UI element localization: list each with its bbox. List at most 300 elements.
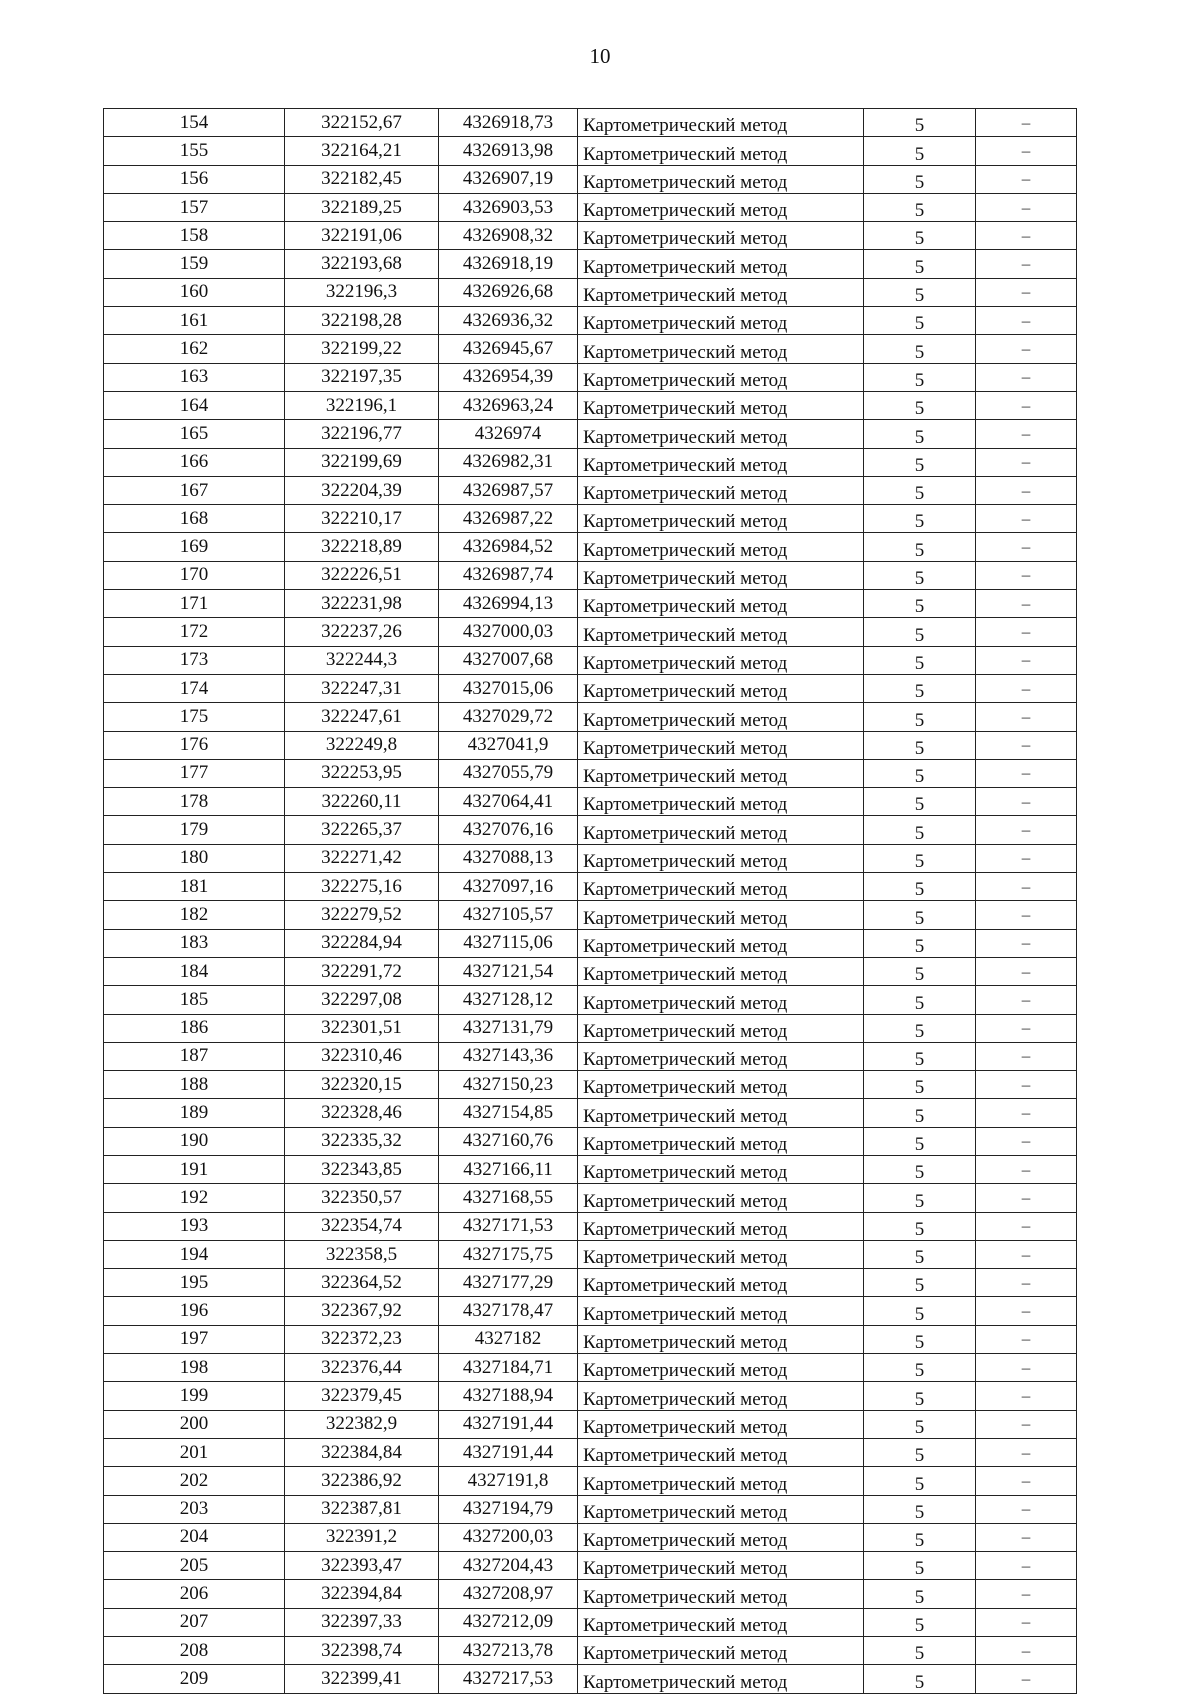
- note-cell: –: [976, 1552, 1077, 1580]
- point-number-cell: 187: [104, 1042, 285, 1070]
- y-coordinate-cell: 4326987,57: [439, 476, 578, 504]
- x-coordinate-cell: 322343,85: [285, 1155, 439, 1183]
- point-number-cell: 154: [104, 109, 285, 137]
- x-coordinate-cell: 322199,22: [285, 335, 439, 363]
- y-coordinate-cell: 4327166,11: [439, 1155, 578, 1183]
- x-coordinate-cell: 322398,74: [285, 1637, 439, 1665]
- x-coordinate-cell: 322279,52: [285, 901, 439, 929]
- point-number-cell: 183: [104, 929, 285, 957]
- table-row: [104, 1127, 1077, 1155]
- accuracy-cell: 5: [864, 816, 976, 844]
- table-body: [104, 109, 1077, 1694]
- table-row: [104, 1354, 1077, 1382]
- accuracy-cell: 5: [864, 1099, 976, 1127]
- accuracy-cell: 5: [864, 901, 976, 929]
- y-coordinate-cell: 4326907,19: [439, 165, 578, 193]
- x-coordinate-cell: 322247,61: [285, 703, 439, 731]
- note-cell: –: [976, 1467, 1077, 1495]
- note-cell: –: [976, 929, 1077, 957]
- point-number-cell: 173: [104, 646, 285, 674]
- accuracy-cell: 5: [864, 222, 976, 250]
- table-row: [104, 901, 1077, 929]
- table-row: [104, 1382, 1077, 1410]
- method-cell: Картометрический метод: [578, 391, 864, 419]
- x-coordinate-cell: 322358,5: [285, 1240, 439, 1268]
- y-coordinate-cell: 4327200,03: [439, 1523, 578, 1551]
- y-coordinate-cell: 4327115,06: [439, 929, 578, 957]
- table-row: [104, 420, 1077, 448]
- table-row: [104, 278, 1077, 306]
- point-number-cell: 182: [104, 901, 285, 929]
- point-number-cell: 185: [104, 986, 285, 1014]
- table-row: [104, 1212, 1077, 1240]
- method-cell: Картометрический метод: [578, 165, 864, 193]
- method-cell: Картометрический метод: [578, 1637, 864, 1665]
- note-cell: –: [976, 646, 1077, 674]
- table-row: [104, 1665, 1077, 1693]
- point-number-cell: 163: [104, 363, 285, 391]
- method-cell: Картометрический метод: [578, 1155, 864, 1183]
- method-cell: Картометрический метод: [578, 1438, 864, 1466]
- x-coordinate-cell: 322244,3: [285, 646, 439, 674]
- y-coordinate-cell: 4326954,39: [439, 363, 578, 391]
- point-number-cell: 166: [104, 448, 285, 476]
- point-number-cell: 176: [104, 731, 285, 759]
- note-cell: –: [976, 957, 1077, 985]
- note-cell: –: [976, 335, 1077, 363]
- point-number-cell: 201: [104, 1438, 285, 1466]
- note-cell: –: [976, 561, 1077, 589]
- y-coordinate-cell: 4326984,52: [439, 533, 578, 561]
- table-row: [104, 1042, 1077, 1070]
- method-cell: Картометрический метод: [578, 1240, 864, 1268]
- accuracy-cell: 5: [864, 1495, 976, 1523]
- note-cell: –: [976, 1099, 1077, 1127]
- y-coordinate-cell: 4327143,36: [439, 1042, 578, 1070]
- accuracy-cell: 5: [864, 646, 976, 674]
- accuracy-cell: 5: [864, 1269, 976, 1297]
- x-coordinate-cell: 322367,92: [285, 1297, 439, 1325]
- x-coordinate-cell: 322350,57: [285, 1184, 439, 1212]
- note-cell: –: [976, 1184, 1077, 1212]
- y-coordinate-cell: 4326913,98: [439, 137, 578, 165]
- x-coordinate-cell: 322354,74: [285, 1212, 439, 1240]
- table-row: [104, 1467, 1077, 1495]
- y-coordinate-cell: 4327041,9: [439, 731, 578, 759]
- accuracy-cell: 5: [864, 250, 976, 278]
- table-row: [104, 222, 1077, 250]
- y-coordinate-cell: 4326908,32: [439, 222, 578, 250]
- x-coordinate-cell: 322310,46: [285, 1042, 439, 1070]
- accuracy-cell: 5: [864, 1552, 976, 1580]
- point-number-cell: 206: [104, 1580, 285, 1608]
- x-coordinate-cell: 322189,25: [285, 193, 439, 221]
- note-cell: –: [976, 1354, 1077, 1382]
- x-coordinate-cell: 322393,47: [285, 1552, 439, 1580]
- y-coordinate-cell: 4327007,68: [439, 646, 578, 674]
- table-row: [104, 986, 1077, 1014]
- y-coordinate-cell: 4327191,44: [439, 1438, 578, 1466]
- table-row: [104, 1269, 1077, 1297]
- x-coordinate-cell: 322376,44: [285, 1354, 439, 1382]
- note-cell: –: [976, 590, 1077, 618]
- table-row: [104, 335, 1077, 363]
- y-coordinate-cell: 4326974: [439, 420, 578, 448]
- x-coordinate-cell: 322196,3: [285, 278, 439, 306]
- y-coordinate-cell: 4327194,79: [439, 1495, 578, 1523]
- x-coordinate-cell: 322399,41: [285, 1665, 439, 1693]
- note-cell: –: [976, 1637, 1077, 1665]
- note-cell: –: [976, 1269, 1077, 1297]
- y-coordinate-cell: 4327178,47: [439, 1297, 578, 1325]
- method-cell: Картометрический метод: [578, 278, 864, 306]
- method-cell: Картометрический метод: [578, 193, 864, 221]
- method-cell: Картометрический метод: [578, 844, 864, 872]
- point-number-cell: 159: [104, 250, 285, 278]
- accuracy-cell: 5: [864, 618, 976, 646]
- point-number-cell: 198: [104, 1354, 285, 1382]
- table-row: [104, 646, 1077, 674]
- note-cell: –: [976, 307, 1077, 335]
- note-cell: –: [976, 250, 1077, 278]
- y-coordinate-cell: 4327128,12: [439, 986, 578, 1014]
- point-number-cell: 192: [104, 1184, 285, 1212]
- note-cell: –: [976, 703, 1077, 731]
- x-coordinate-cell: 322265,37: [285, 816, 439, 844]
- table-row: [104, 1637, 1077, 1665]
- note-cell: –: [976, 476, 1077, 504]
- note-cell: –: [976, 1665, 1077, 1693]
- accuracy-cell: 5: [864, 1637, 976, 1665]
- table-row: [104, 929, 1077, 957]
- method-cell: Картометрический метод: [578, 1212, 864, 1240]
- accuracy-cell: 5: [864, 1212, 976, 1240]
- method-cell: Картометрический метод: [578, 109, 864, 137]
- y-coordinate-cell: 4327105,57: [439, 901, 578, 929]
- table-row: [104, 788, 1077, 816]
- method-cell: Картометрический метод: [578, 307, 864, 335]
- accuracy-cell: 5: [864, 193, 976, 221]
- x-coordinate-cell: 322231,98: [285, 590, 439, 618]
- y-coordinate-cell: 4327000,03: [439, 618, 578, 646]
- table-row: [104, 193, 1077, 221]
- point-number-cell: 208: [104, 1637, 285, 1665]
- method-cell: Картометрический метод: [578, 1580, 864, 1608]
- note-cell: –: [976, 731, 1077, 759]
- accuracy-cell: 5: [864, 1297, 976, 1325]
- y-coordinate-cell: 4327131,79: [439, 1014, 578, 1042]
- x-coordinate-cell: 322249,8: [285, 731, 439, 759]
- accuracy-cell: 5: [864, 137, 976, 165]
- y-coordinate-cell: 4327177,29: [439, 1269, 578, 1297]
- method-cell: Картометрический метод: [578, 816, 864, 844]
- method-cell: Картометрический метод: [578, 533, 864, 561]
- x-coordinate-cell: 322191,06: [285, 222, 439, 250]
- y-coordinate-cell: 4326945,67: [439, 335, 578, 363]
- x-coordinate-cell: 322196,1: [285, 391, 439, 419]
- table-row: [104, 137, 1077, 165]
- method-cell: Картометрический метод: [578, 1467, 864, 1495]
- accuracy-cell: 5: [864, 674, 976, 702]
- accuracy-cell: 5: [864, 1580, 976, 1608]
- note-cell: –: [976, 844, 1077, 872]
- y-coordinate-cell: 4327182: [439, 1325, 578, 1353]
- method-cell: Картометрический метод: [578, 250, 864, 278]
- point-number-cell: 188: [104, 1071, 285, 1099]
- y-coordinate-cell: 4327213,78: [439, 1637, 578, 1665]
- note-cell: –: [976, 193, 1077, 221]
- table-row: [104, 1325, 1077, 1353]
- table-row: [104, 363, 1077, 391]
- x-coordinate-cell: 322284,94: [285, 929, 439, 957]
- table-row: [104, 505, 1077, 533]
- table-row: [104, 307, 1077, 335]
- y-coordinate-cell: 4327212,09: [439, 1608, 578, 1636]
- table-row: [104, 1438, 1077, 1466]
- table-row: [104, 957, 1077, 985]
- note-cell: –: [976, 1212, 1077, 1240]
- table-row: [104, 1523, 1077, 1551]
- method-cell: Картометрический метод: [578, 590, 864, 618]
- note-cell: –: [976, 1240, 1077, 1268]
- point-number-cell: 175: [104, 703, 285, 731]
- x-coordinate-cell: 322247,31: [285, 674, 439, 702]
- x-coordinate-cell: 322335,32: [285, 1127, 439, 1155]
- method-cell: Картометрический метод: [578, 986, 864, 1014]
- y-coordinate-cell: 4326982,31: [439, 448, 578, 476]
- table-row: [104, 1099, 1077, 1127]
- accuracy-cell: 5: [864, 1354, 976, 1382]
- accuracy-cell: 5: [864, 957, 976, 985]
- method-cell: Картометрический метод: [578, 901, 864, 929]
- method-cell: Картометрический метод: [578, 1014, 864, 1042]
- method-cell: Картометрический метод: [578, 363, 864, 391]
- table-row: [104, 109, 1077, 137]
- method-cell: Картометрический метод: [578, 759, 864, 787]
- note-cell: –: [976, 873, 1077, 901]
- note-cell: –: [976, 816, 1077, 844]
- note-cell: –: [976, 1325, 1077, 1353]
- table-row: [104, 844, 1077, 872]
- x-coordinate-cell: 322291,72: [285, 957, 439, 985]
- point-number-cell: 165: [104, 420, 285, 448]
- table-row: [104, 1410, 1077, 1438]
- accuracy-cell: 5: [864, 1071, 976, 1099]
- accuracy-cell: 5: [864, 1410, 976, 1438]
- point-number-cell: 168: [104, 505, 285, 533]
- point-number-cell: 184: [104, 957, 285, 985]
- point-number-cell: 193: [104, 1212, 285, 1240]
- table-row: [104, 1580, 1077, 1608]
- x-coordinate-cell: 322218,89: [285, 533, 439, 561]
- x-coordinate-cell: 322237,26: [285, 618, 439, 646]
- table-row: [104, 165, 1077, 193]
- point-number-cell: 180: [104, 844, 285, 872]
- method-cell: Картометрический метод: [578, 476, 864, 504]
- accuracy-cell: 5: [864, 363, 976, 391]
- point-number-cell: 202: [104, 1467, 285, 1495]
- x-coordinate-cell: 322197,35: [285, 363, 439, 391]
- accuracy-cell: 5: [864, 731, 976, 759]
- table-row: [104, 250, 1077, 278]
- point-number-cell: 203: [104, 1495, 285, 1523]
- point-number-cell: 171: [104, 590, 285, 618]
- y-coordinate-cell: 4327175,75: [439, 1240, 578, 1268]
- x-coordinate-cell: 322320,15: [285, 1071, 439, 1099]
- table-row: [104, 1155, 1077, 1183]
- note-cell: –: [976, 1297, 1077, 1325]
- point-number-cell: 169: [104, 533, 285, 561]
- x-coordinate-cell: 322226,51: [285, 561, 439, 589]
- point-number-cell: 209: [104, 1665, 285, 1693]
- y-coordinate-cell: 4326987,74: [439, 561, 578, 589]
- point-number-cell: 199: [104, 1382, 285, 1410]
- x-coordinate-cell: 322182,45: [285, 165, 439, 193]
- y-coordinate-cell: 4327204,43: [439, 1552, 578, 1580]
- note-cell: –: [976, 533, 1077, 561]
- method-cell: Картометрический метод: [578, 1552, 864, 1580]
- x-coordinate-cell: 322199,69: [285, 448, 439, 476]
- method-cell: Картометрический метод: [578, 448, 864, 476]
- y-coordinate-cell: 4327097,16: [439, 873, 578, 901]
- y-coordinate-cell: 4327188,94: [439, 1382, 578, 1410]
- accuracy-cell: 5: [864, 109, 976, 137]
- accuracy-cell: 5: [864, 703, 976, 731]
- y-coordinate-cell: 4327160,76: [439, 1127, 578, 1155]
- x-coordinate-cell: 322193,68: [285, 250, 439, 278]
- y-coordinate-cell: 4327184,71: [439, 1354, 578, 1382]
- x-coordinate-cell: 322382,9: [285, 1410, 439, 1438]
- method-cell: Картометрический метод: [578, 788, 864, 816]
- x-coordinate-cell: 322364,52: [285, 1269, 439, 1297]
- point-number-cell: 197: [104, 1325, 285, 1353]
- x-coordinate-cell: 322260,11: [285, 788, 439, 816]
- note-cell: –: [976, 1523, 1077, 1551]
- accuracy-cell: 5: [864, 1665, 976, 1693]
- point-number-cell: 204: [104, 1523, 285, 1551]
- y-coordinate-cell: 4327015,06: [439, 674, 578, 702]
- point-number-cell: 186: [104, 1014, 285, 1042]
- point-number-cell: 207: [104, 1608, 285, 1636]
- note-cell: –: [976, 363, 1077, 391]
- point-number-cell: 189: [104, 1099, 285, 1127]
- y-coordinate-cell: 4326994,13: [439, 590, 578, 618]
- table-row: [104, 1608, 1077, 1636]
- accuracy-cell: 5: [864, 533, 976, 561]
- note-cell: –: [976, 788, 1077, 816]
- table-row: [104, 1552, 1077, 1580]
- y-coordinate-cell: 4326936,32: [439, 307, 578, 335]
- method-cell: Картометрический метод: [578, 561, 864, 589]
- y-coordinate-cell: 4326987,22: [439, 505, 578, 533]
- accuracy-cell: 5: [864, 1127, 976, 1155]
- accuracy-cell: 5: [864, 788, 976, 816]
- y-coordinate-cell: 4327121,54: [439, 957, 578, 985]
- x-coordinate-cell: 322391,2: [285, 1523, 439, 1551]
- note-cell: –: [976, 1382, 1077, 1410]
- table-row: [104, 391, 1077, 419]
- note-cell: –: [976, 1014, 1077, 1042]
- accuracy-cell: 5: [864, 391, 976, 419]
- accuracy-cell: 5: [864, 1184, 976, 1212]
- method-cell: Картометрический метод: [578, 703, 864, 731]
- accuracy-cell: 5: [864, 844, 976, 872]
- table-row: [104, 1184, 1077, 1212]
- point-number-cell: 156: [104, 165, 285, 193]
- method-cell: Картометрический метод: [578, 505, 864, 533]
- accuracy-cell: 5: [864, 448, 976, 476]
- note-cell: –: [976, 1410, 1077, 1438]
- method-cell: Картометрический метод: [578, 1523, 864, 1551]
- point-number-cell: 162: [104, 335, 285, 363]
- coordinates-table: [103, 108, 1077, 1694]
- method-cell: Картометрический метод: [578, 1184, 864, 1212]
- x-coordinate-cell: 322379,45: [285, 1382, 439, 1410]
- accuracy-cell: 5: [864, 165, 976, 193]
- note-cell: –: [976, 759, 1077, 787]
- point-number-cell: 190: [104, 1127, 285, 1155]
- note-cell: –: [976, 420, 1077, 448]
- table-row: [104, 1495, 1077, 1523]
- method-cell: Картометрический метод: [578, 646, 864, 674]
- accuracy-cell: 5: [864, 278, 976, 306]
- accuracy-cell: 5: [864, 561, 976, 589]
- table-row: [104, 816, 1077, 844]
- table-row: [104, 561, 1077, 589]
- method-cell: Картометрический метод: [578, 1297, 864, 1325]
- point-number-cell: 160: [104, 278, 285, 306]
- method-cell: Картометрический метод: [578, 957, 864, 985]
- method-cell: Картометрический метод: [578, 222, 864, 250]
- note-cell: –: [976, 1127, 1077, 1155]
- note-cell: –: [976, 1155, 1077, 1183]
- method-cell: Картометрический метод: [578, 1665, 864, 1693]
- x-coordinate-cell: 322152,67: [285, 109, 439, 137]
- y-coordinate-cell: 4327029,72: [439, 703, 578, 731]
- table-row: [104, 1297, 1077, 1325]
- accuracy-cell: 5: [864, 1155, 976, 1183]
- x-coordinate-cell: 322297,08: [285, 986, 439, 1014]
- accuracy-cell: 5: [864, 1382, 976, 1410]
- note-cell: –: [976, 901, 1077, 929]
- accuracy-cell: 5: [864, 1467, 976, 1495]
- method-cell: Картометрический метод: [578, 674, 864, 702]
- table-row: [104, 759, 1077, 787]
- accuracy-cell: 5: [864, 759, 976, 787]
- accuracy-cell: 5: [864, 335, 976, 363]
- method-cell: Картометрический метод: [578, 929, 864, 957]
- table-row: [104, 533, 1077, 561]
- method-cell: Картометрический метод: [578, 873, 864, 901]
- accuracy-cell: 5: [864, 307, 976, 335]
- x-coordinate-cell: 322271,42: [285, 844, 439, 872]
- table-row: [104, 873, 1077, 901]
- method-cell: Картометрический метод: [578, 1042, 864, 1070]
- method-cell: Картометрический метод: [578, 1410, 864, 1438]
- table-row: [104, 590, 1077, 618]
- note-cell: –: [976, 222, 1077, 250]
- y-coordinate-cell: 4326926,68: [439, 278, 578, 306]
- point-number-cell: 181: [104, 873, 285, 901]
- table-row: [104, 731, 1077, 759]
- note-cell: –: [976, 448, 1077, 476]
- accuracy-cell: 5: [864, 1240, 976, 1268]
- point-number-cell: 172: [104, 618, 285, 646]
- y-coordinate-cell: 4327088,13: [439, 844, 578, 872]
- accuracy-cell: 5: [864, 1014, 976, 1042]
- point-number-cell: 161: [104, 307, 285, 335]
- x-coordinate-cell: 322386,92: [285, 1467, 439, 1495]
